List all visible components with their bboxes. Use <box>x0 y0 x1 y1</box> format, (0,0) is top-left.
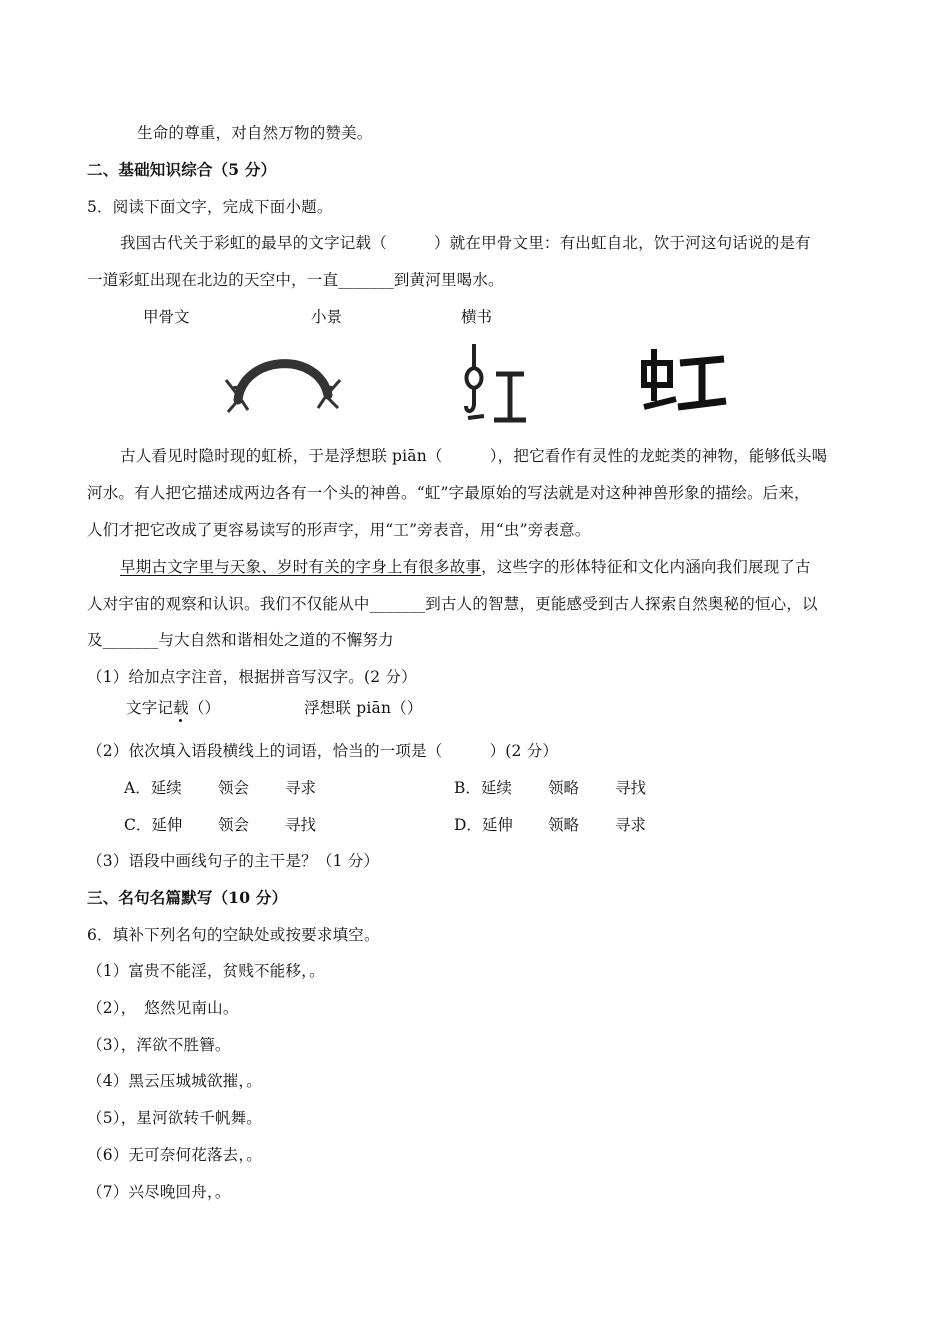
paragraph3-line2: 人对宇宙的观察和认识。我们不仅能从中_______到古人的智慧，更能感受到古人探索自然奥秘的恒心，以 <box>87 595 818 613</box>
fill-item-2: （2）， 悠然见南山。 <box>87 999 239 1017</box>
option-c-word2: 领会 <box>218 816 250 834</box>
label-small-seal: 小景 <box>311 308 343 326</box>
option-b-word2: 领略 <box>548 779 580 797</box>
paragraph3-line1-rest: ，这些字的形体特征和文化内涵向我们展现了古 <box>481 558 811 576</box>
q5-title: 5．阅读下面文字，完成下面小题。 <box>87 198 333 216</box>
paragraph3-line3: 及_______与大自然和谐相处之道的不懈努力 <box>87 631 394 649</box>
sub1-item1 <box>126 698 220 718</box>
fill-item-3: （3），浑欲不胜簪。 <box>87 1036 231 1054</box>
fill-item-1: （1）富贵不能淫，贫贱不能移，。 <box>87 962 325 980</box>
paragraph2-line2: 河水。有人把它描述成两边各有一个头的神兽。“虹”字最原始的写法就是对这种神兽形象的描绘。后来， <box>87 484 810 502</box>
sub1-item1-prefix: 文字记 <box>126 699 174 717</box>
paragraph3-line1 <box>120 557 811 577</box>
fill-item-6: （6）无可奈何花落去，。 <box>87 1146 263 1164</box>
option-b-letter-word1: B．延续 <box>454 779 512 797</box>
paragraph1-line2: 一道彩虹出现在北边的天空中，一直_______到黄河里喝水。 <box>87 271 504 289</box>
subquestion-3: （3）语段中画线句子的主干是？（1 分） <box>87 852 380 870</box>
label-horizontal: 横书 <box>461 308 493 326</box>
small-seal-rainbow-glyph <box>462 338 532 428</box>
fill-item-4: （4）黑云压城城欲摧，。 <box>87 1072 263 1090</box>
option-d-word3: 寻求 <box>615 816 647 834</box>
paragraph2-line1: 古人看见时隐时现的虹桥，于是浮想联 piān（ ），把它看作有灵性的龙蛇类的神物，能够低头喝 <box>120 447 828 465</box>
subquestion-2: （2）依次填入语段横线上的词语，恰当的一项是（ ）(2 分） <box>87 742 559 760</box>
subquestion-1: （1）给加点字注音，根据拼音写汉字。(2 分） <box>87 668 417 686</box>
oracle-bone-rainbow-glyph <box>218 340 348 420</box>
paragraph2-line3: 人们才把它改成了更容易读写的形声字，用“工”旁表音，用“虫”旁表意。 <box>87 521 591 539</box>
option-a-letter-word1: A．延续 <box>124 779 182 797</box>
paragraph1-line1: 我国古代关于彩虹的最早的文字记载（ ）就在甲骨文里：有出虹自北，饮于河这句话说的是有 <box>120 234 811 252</box>
horizontal-rainbow-glyph <box>640 345 730 417</box>
option-b-word3: 寻找 <box>615 779 647 797</box>
underlined-sentence: 早期古文字里与天象、岁时有关的字身上有很多故事 <box>120 558 482 576</box>
option-a-word2: 领会 <box>218 779 250 797</box>
dotted-character: 载 <box>173 699 189 717</box>
option-c-word3: 寻找 <box>285 816 317 834</box>
sub1-item1-blank: （） <box>188 699 221 717</box>
option-c-letter-word1: C．延伸 <box>124 816 183 834</box>
section2-heading: 二、基础知识综合（5 分） <box>87 160 277 179</box>
sub1-item2: 浮想联 piān（） <box>304 699 423 717</box>
option-a-word3: 寻求 <box>285 779 317 797</box>
intro-tail-line: 生命的尊重，对自然万物的赞美。 <box>137 124 373 142</box>
fill-item-7: （7）兴尽晚回舟，。 <box>87 1183 231 1201</box>
q6-title: 6．填补下列名句的空缺处或按要求填空。 <box>87 926 380 944</box>
option-d-letter-word1: D．延伸 <box>454 816 513 834</box>
option-d-word2: 领略 <box>548 816 580 834</box>
label-oracle-bone: 甲骨文 <box>143 308 190 326</box>
fill-item-5: （5），星河欲转千帆舞。 <box>87 1109 263 1127</box>
section3-heading: 三、名句名篇默写（10 分） <box>87 888 288 907</box>
